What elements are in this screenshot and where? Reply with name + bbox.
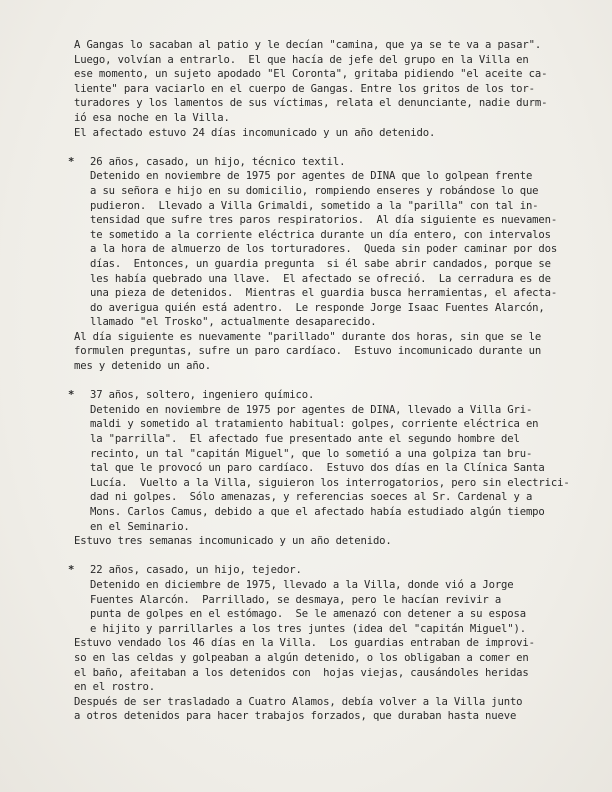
entry-indented-line: la "parrilla". El afectado fue presentado ante el segundo hombre del — [90, 433, 520, 446]
entry-heading-text: 37 años, soltero, ingeniero químico. — [90, 389, 315, 402]
intro-line: turadores y los lamentos de sus víctimas, relata el denunciante, nadie durm- — [74, 97, 548, 110]
entry-indented-line: dad ni golpes. Sólo amenazas, y referencias soeces al Sr. Cardenal y a — [90, 491, 533, 504]
entry-indented-line: pudieron. Llevado a Villa Grimaldi, sometido a la "parilla" con tal in- — [90, 199, 539, 212]
entry-heading — [68, 563, 554, 578]
entry-flush-line: formulen preguntas, sufre un paro cardíaco. Estuvo incomunicado durante un — [74, 345, 542, 358]
testimony-entries — [68, 155, 570, 724]
entry-indented-line: Fuentes Alarcón. Parrillado, se desmaya, pero le hacían revivir a — [90, 593, 502, 606]
entry-indented-line: recinto, un tal "capitán Miguel", que lo sometió a una golpiza tan bru- — [90, 447, 533, 460]
testimony-entry — [68, 388, 570, 549]
entry-flush-line: Al día siguiente es nuevamente "parillado" durante dos horas, sin que se le — [74, 330, 542, 343]
testimony-entry — [68, 563, 554, 724]
entry-indented-line: punta de golpes en el estómago. Se le amenazó con detener a su esposa — [90, 608, 526, 621]
entry-indented-line: a su señora e hijo en su domicilio, rompiendo enseres y robándose lo que — [90, 184, 539, 197]
entry-indented-line: les había quebrado una llave. El afectado se ofreció. La cerradura es de — [90, 272, 551, 285]
intro-line: El afectado estuvo 24 días incomunicado y un año detenido. — [74, 126, 436, 139]
entry-heading-text: 26 años, casado, un hijo, técnico textil. — [90, 155, 346, 168]
entry-indented-line: tensidad que sufre tres paros respiratorios. Al día siguiente es nuevamen- — [90, 214, 558, 227]
entry-indented-line: Lucía. Vuelto a la Villa, siguieron los interrogatorios, pero sin electrici- — [90, 476, 570, 489]
entry-heading — [68, 388, 554, 403]
entry-flush-line: mes y detenido un año. — [74, 360, 212, 373]
entry-flush-line: Después de ser trasladado a Cuatro Alamos, debía volver a la Villa junto — [74, 695, 523, 708]
entry-indented-line: días. Entonces, un guardia pregunta si él sabe abrir candados, porque se — [90, 257, 551, 270]
entry-indented-line: e hijito y parrillarles a los tres juntes (idea del "capitán Miguel"). — [90, 622, 526, 635]
intro-paragraph — [74, 38, 554, 140]
intro-line: ese momento, un sujeto apodado "El Coronta", gritaba pidiendo "el aceite ca- — [74, 68, 548, 81]
entry-indented-line: maldi y sometido al tratamiento habitual: golpes, corriente eléctrica en — [90, 418, 539, 431]
entry-flush-line: el baño, afeitaban a los detenidos con hojas viejas, causándoles heridas — [74, 666, 529, 679]
entry-indented-line: una pieza de detenidos. Mientras el guardia busca herramientas, el afecta- — [90, 287, 558, 300]
entry-indented-line: tal que le provocó un paro cardíaco. Estuvo dos días en la Clínica Santa — [90, 462, 545, 475]
entry-flush-line: so en las celdas y golpeaban a algún detenido, o los obligaban a comer en — [74, 651, 529, 664]
entry-indented-line: Detenido en noviembre de 1975 por agentes de DINA que lo golpean frente — [90, 170, 533, 183]
entry-heading-text: 22 años, casado, un hijo, tejedor. — [90, 564, 302, 577]
asterisk-marker: * — [68, 155, 75, 168]
intro-line: Luego, volvían a entrarlo. El que hacía de jefe del grupo en la Villa en — [74, 53, 529, 66]
intro-line: liente" para vaciarlo en el cuerpo de Gangas. Entre los gritos de los tor- — [74, 82, 535, 95]
entry-flush-line: a otros detenidos para hacer trabajos forzados, que duraban hasta nueve — [74, 710, 517, 723]
entry-indented-line: en el Seminario. — [90, 520, 190, 533]
entry-indented-line: Detenido en noviembre de 1975 por agentes de DINA, llevado a Villa Gri- — [90, 403, 533, 416]
asterisk-marker: * — [68, 564, 75, 577]
entry-flush-line: Estuvo tres semanas incomunicado y un año detenido. — [74, 535, 392, 548]
typed-document — [68, 38, 570, 724]
entry-indented-line: Mons. Carlos Camus, debido a que el afectado había estudiado algún tiempo — [90, 506, 545, 518]
entry-flush-line: en el rostro. — [74, 681, 155, 694]
intro-line: ió esa noche en la Villa. — [74, 111, 230, 124]
entry-heading — [68, 155, 554, 170]
entry-indented-line: Detenido en diciembre de 1975, llevado a la Villa, donde vió a Jorge — [90, 578, 514, 591]
entry-indented-line: llamado "el Trosko", actualmente desaparecido. — [90, 316, 377, 329]
intro-line: A Gangas lo sacaban al patio y le decían "camina, que ya se te va a pasar". — [74, 39, 542, 51]
entry-indented-line: do averigua quién está adentro. Le responde Jorge Isaac Fuentes Alarcón, — [90, 301, 545, 314]
entry-indented-line: a la hora de almuerzo de los torturadores. Queda sin poder caminar por dos — [90, 243, 558, 256]
asterisk-marker: * — [68, 389, 75, 402]
testimony-entry — [68, 155, 558, 374]
entry-flush-line: Estuvo vendado los 46 días en la Villa. Los guardias entraban de improvi- — [74, 637, 535, 650]
entry-indented-line: te sometido a la corriente eléctrica durante un día entero, con intervalos — [90, 228, 551, 241]
